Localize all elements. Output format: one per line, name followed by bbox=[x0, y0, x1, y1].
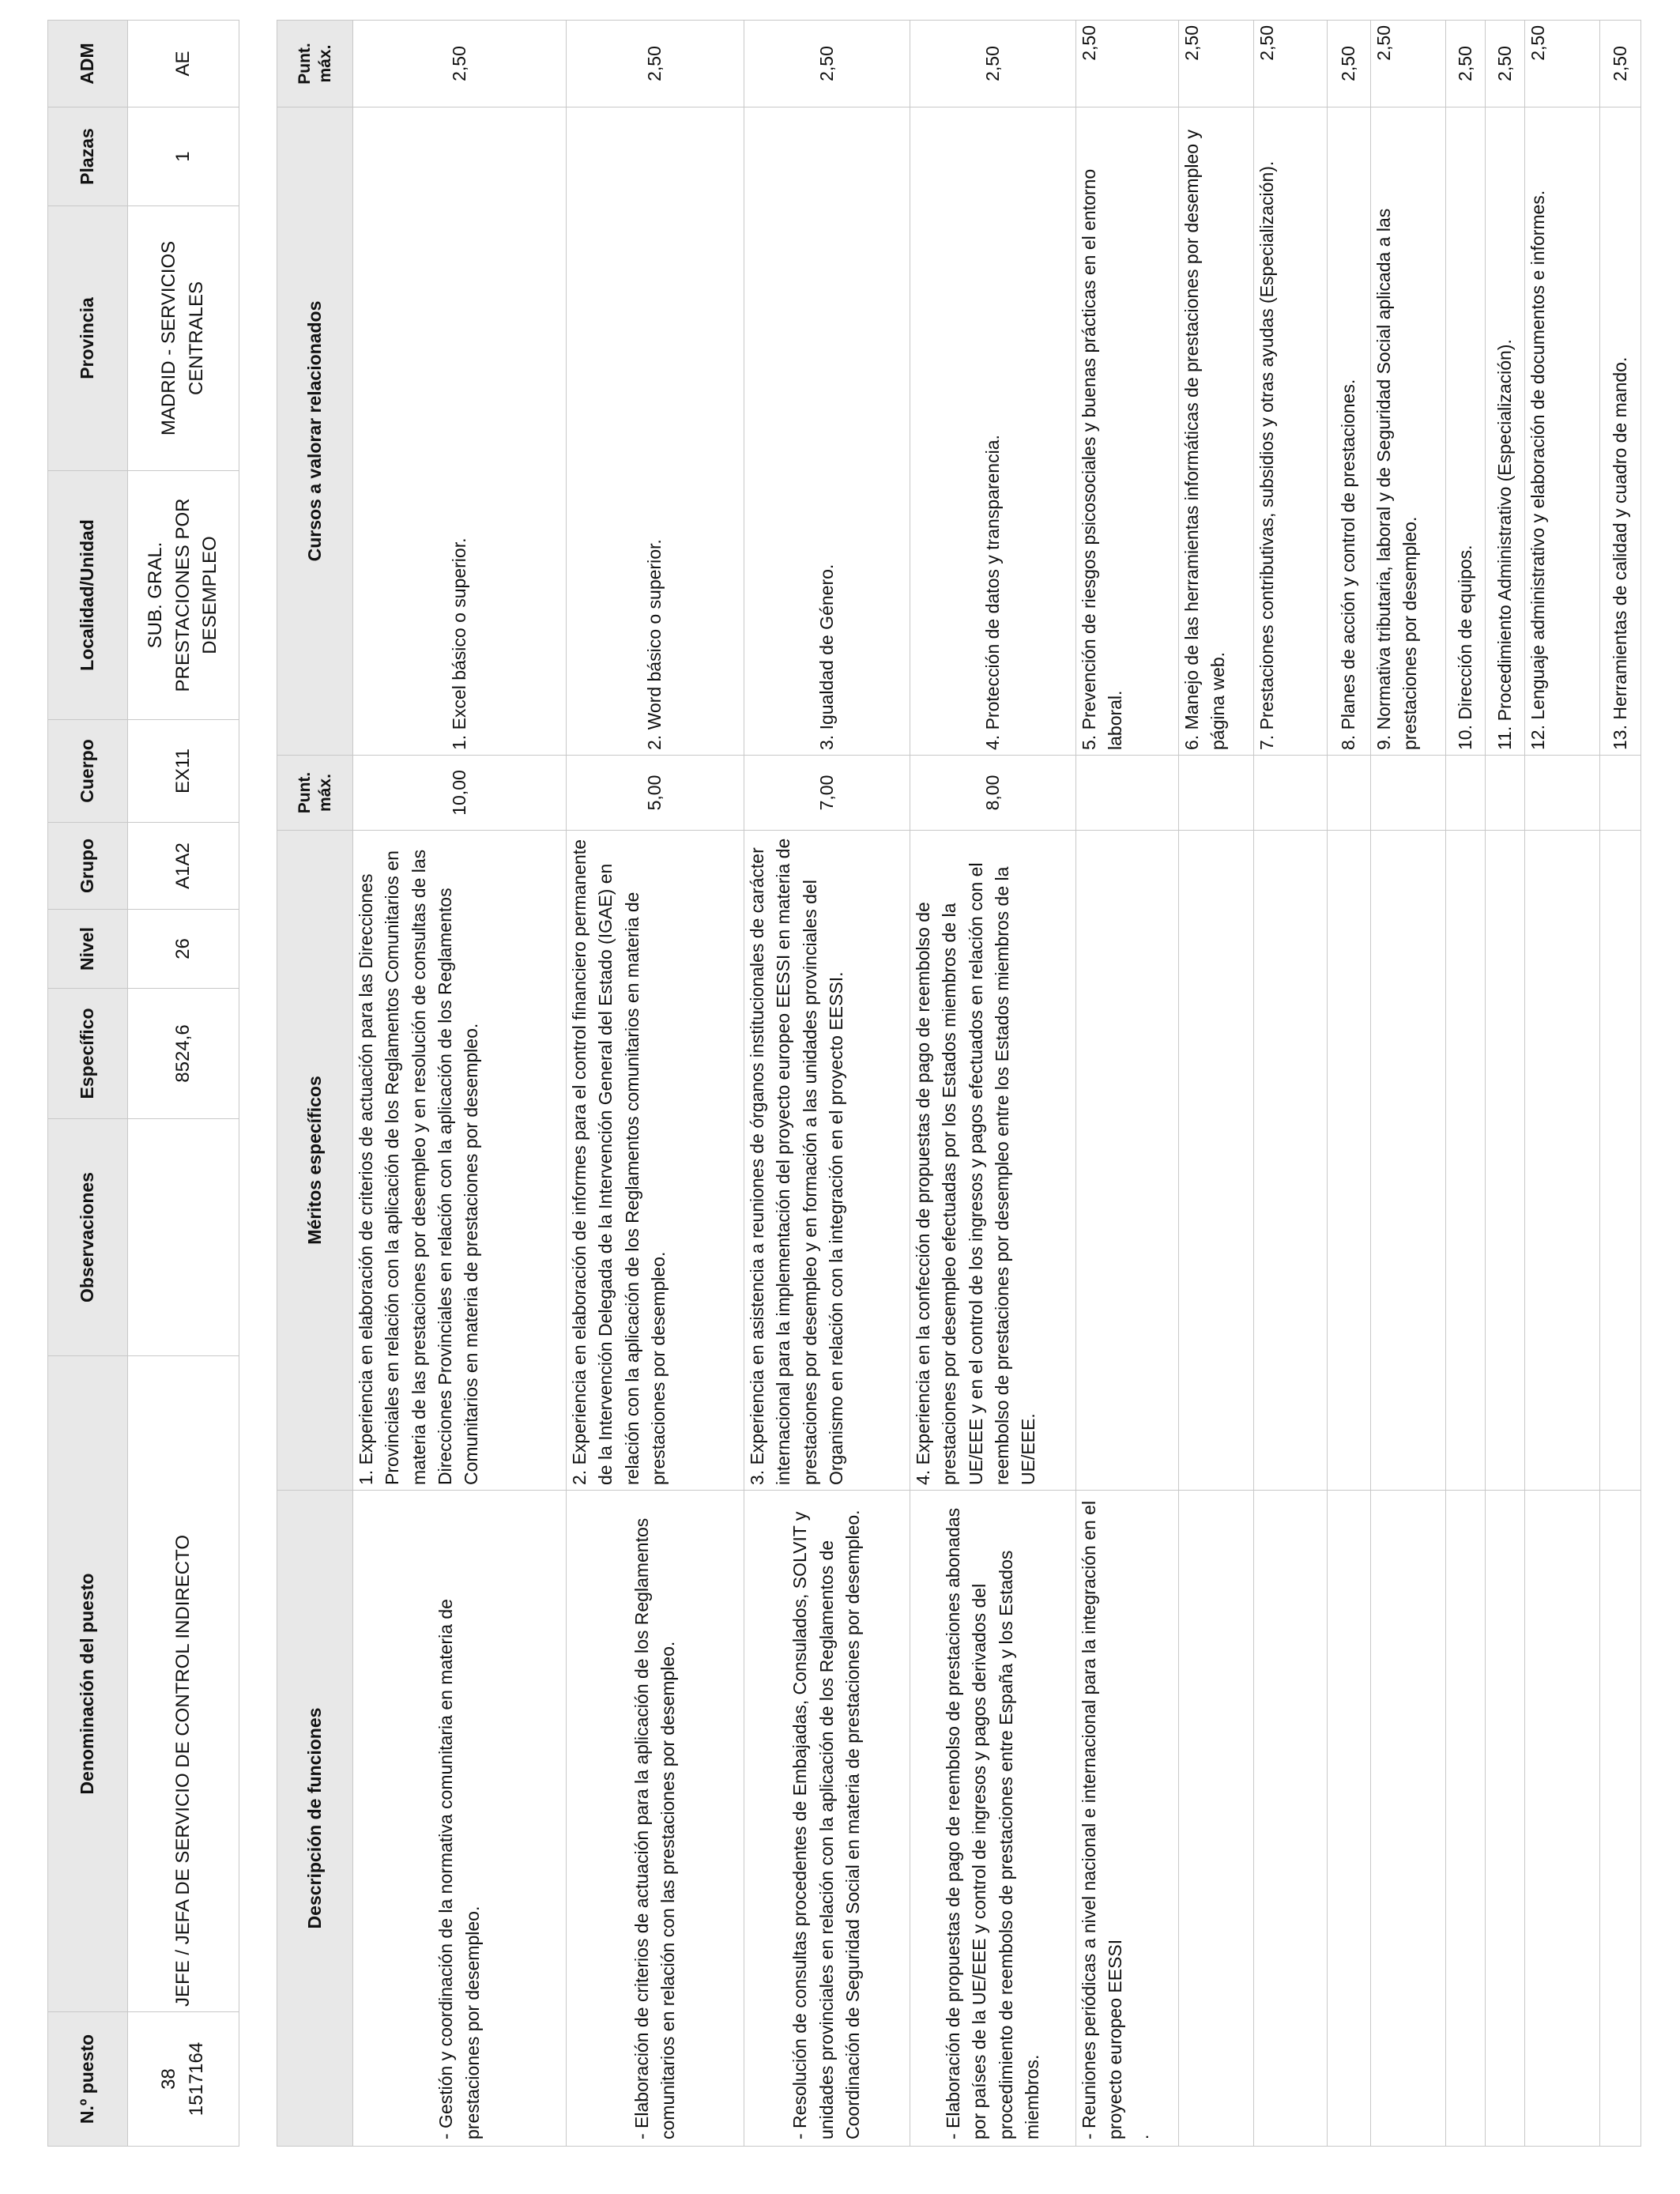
funcion-empty bbox=[1446, 1491, 1486, 2147]
curso-item: 10. Dirección de equipos. bbox=[1446, 107, 1486, 756]
curso-punt: 2,50 bbox=[1254, 21, 1328, 107]
col-meritos: Méritos específicos bbox=[277, 831, 353, 1491]
curso-item: 7. Prestaciones contributivas, subsidios y otras ayudas (Especialización). bbox=[1254, 107, 1328, 756]
job-summary-table bbox=[47, 20, 239, 2147]
detail-row bbox=[353, 21, 567, 2147]
merito-empty bbox=[1328, 831, 1371, 1491]
curso-punt: 2,50 bbox=[1328, 21, 1371, 107]
funcion-item bbox=[1076, 1491, 1179, 2147]
funcion-empty bbox=[1486, 1491, 1525, 2147]
funcion-empty bbox=[1525, 1491, 1600, 2147]
col-grupo: Grupo bbox=[48, 823, 128, 910]
col-adm: ADM bbox=[48, 21, 128, 107]
col-punt-meritos: Punt. máx. bbox=[277, 756, 353, 831]
cell-observaciones bbox=[128, 1119, 239, 1356]
cell-provincia: MADRID - SERVICIOS CENTRALES bbox=[128, 206, 239, 471]
merito-empty bbox=[1076, 831, 1179, 1491]
merito-item: 1. Experiencia en elaboración de criterios de actuación para las Direcciones Provinciales en relación con la aplicación de los Reglamentos Comunitarios en materia de las prestaciones por desempleo y en resolución de consultas de las Direcciones Provinciales en relación con la aplicación de los Reglamentos Comunitarios en materia de prestaciones por desempleo. bbox=[353, 831, 567, 1491]
merito-item: 3. Experiencia en asistencia a reuniones de órganos institucionales de carácter internacional para la implementación del proyecto europeo EESSI en materia de prestaciones por desempleo y en formación a las unidades provinciales del Organismo en relación con la integración en el proyecto EESSI. bbox=[744, 831, 910, 1491]
cell-grupo: A1A2 bbox=[128, 823, 239, 910]
curso-item: 1. Excel básico o superior. bbox=[353, 107, 567, 756]
merito-item: 2. Experiencia en elaboración de informes para el control financiero permanente de la Intervención Delegada de la Intervención General del Estado (IGAE) en relación con la aplicación de los Reglamentos comunitarios en materia de prestaciones por desempleo. bbox=[567, 831, 744, 1491]
funcion-item: - Gestión y coordinación de la normativa comunitaria en materia de prestaciones por desempleo. bbox=[353, 1491, 567, 2147]
curso-item: 8. Planes de acción y control de prestaciones. bbox=[1328, 107, 1371, 756]
curso-punt: 2,50 bbox=[353, 21, 567, 107]
detail-row bbox=[1328, 21, 1371, 2147]
curso-item: 2. Word básico o superior. bbox=[567, 107, 744, 756]
merito-punt-empty bbox=[1600, 756, 1641, 831]
col-plazas: Plazas bbox=[48, 107, 128, 206]
funcion-item: - Resolución de consultas procedentes de Embajadas, Consulados, SOLVIT y unidades provinciales en relación con la aplicación de los Reglamentos de Coordinación de Seguridad Social en materia de prestaciones por desempleo. bbox=[744, 1491, 910, 2147]
curso-item: 6. Manejo de las herramientas informáticas de prestaciones por desempleo y página web. bbox=[1179, 107, 1254, 756]
detail-row bbox=[1525, 21, 1600, 2147]
funcion-empty bbox=[1328, 1491, 1371, 2147]
col-punt-cursos: Punt. máx. bbox=[277, 21, 353, 107]
curso-punt: 2,50 bbox=[1486, 21, 1525, 107]
curso-item: 5. Prevención de riesgos psicosociales y buenas prácticas en el entorno laboral. bbox=[1076, 107, 1179, 756]
merito-punt-empty bbox=[1076, 756, 1179, 831]
merito-empty bbox=[1446, 831, 1486, 1491]
detail-row bbox=[1076, 21, 1179, 2147]
col-provincia: Provincia bbox=[48, 206, 128, 471]
merito-empty bbox=[1179, 831, 1254, 1491]
merito-punt: 7,00 bbox=[744, 756, 910, 831]
cell-cuerpo: EX11 bbox=[128, 720, 239, 823]
funcion-empty bbox=[1371, 1491, 1446, 2147]
funcion-item: - Elaboración de criterios de actuación para la aplicación de los Reglamentos comunitarios en relación con las prestaciones por desempleo. bbox=[567, 1491, 744, 2147]
curso-punt: 2,50 bbox=[910, 21, 1076, 107]
curso-item: 13. Herramientas de calidad y cuadro de mando. bbox=[1600, 107, 1641, 756]
funcion-empty bbox=[1254, 1491, 1328, 2147]
funcion-extra: . bbox=[1131, 2134, 1152, 2139]
curso-item: 9. Normativa tributaria, laboral y de Seguridad Social aplicada a las prestaciones por desempleo. bbox=[1371, 107, 1446, 756]
cell-denominacion: JEFE / JEFA DE SERVICIO DE CONTROL INDIRECTO bbox=[128, 1356, 239, 2012]
merito-punt-empty bbox=[1525, 756, 1600, 831]
merito-punt-empty bbox=[1328, 756, 1371, 831]
detail-row bbox=[1600, 21, 1641, 2147]
col-nivel: Nivel bbox=[48, 910, 128, 989]
curso-item: 11. Procedimiento Administrativo (Especialización). bbox=[1486, 107, 1525, 756]
curso-item: 3. Igualdad de Género. bbox=[744, 107, 910, 756]
summary-header-row bbox=[48, 21, 128, 2147]
col-denominacion: Denominación del puesto bbox=[48, 1356, 128, 2012]
cell-localidad: SUB. GRAL. PRESTACIONES POR DESEMPLEO bbox=[128, 471, 239, 720]
merito-punt: 8,00 bbox=[910, 756, 1076, 831]
merito-item: 4. Experiencia en la confección de propuestas de pago de reembolso de prestaciones por desempleo efectuadas por los Estados miembros de la UE/EEE y en el control de los ingresos y pagos efectuados en relación con el reembolso de prestaciones por desempleo entre los Estados miembros de la UE/EEE. bbox=[910, 831, 1076, 1491]
merito-empty bbox=[1254, 831, 1328, 1491]
curso-punt: 2,50 bbox=[567, 21, 744, 107]
cell-especifico: 8524,6 bbox=[128, 989, 239, 1119]
merito-empty bbox=[1600, 831, 1641, 1491]
col-cursos: Cursos a valorar relacionados bbox=[277, 107, 353, 756]
curso-punt: 2,50 bbox=[744, 21, 910, 107]
col-especifico: Específico bbox=[48, 989, 128, 1119]
merito-punt-empty bbox=[1254, 756, 1328, 831]
merito-punt: 5,00 bbox=[567, 756, 744, 831]
merito-punt-empty bbox=[1486, 756, 1525, 831]
col-numero-puesto: N.º puesto bbox=[48, 2012, 128, 2147]
col-localidad: Localidad/Unidad bbox=[48, 471, 128, 720]
col-funciones: Descripción de funciones bbox=[277, 1491, 353, 2147]
curso-punt: 2,50 bbox=[1371, 21, 1446, 107]
detail-row bbox=[1371, 21, 1446, 2147]
curso-punt: 2,50 bbox=[1600, 21, 1641, 107]
curso-item: 4. Protección de datos y transparencia. bbox=[910, 107, 1076, 756]
cell-numero-puesto bbox=[128, 2012, 239, 2147]
detail-row bbox=[1446, 21, 1486, 2147]
merito-punt-empty bbox=[1446, 756, 1486, 831]
funcion-empty bbox=[1179, 1491, 1254, 2147]
merito-punt-empty bbox=[1371, 756, 1446, 831]
cell-plazas: 1 bbox=[128, 107, 239, 206]
detail-row bbox=[567, 21, 744, 2147]
curso-item: 12. Lenguaje administrativo y elaboración de documentos e informes. bbox=[1525, 107, 1600, 756]
merito-empty bbox=[1486, 831, 1525, 1491]
job-detail-table bbox=[277, 20, 1641, 2147]
funcion-text: - Reuniones periódicas a nivel nacional e internacional para la integración en el proyecto europeo EESSI bbox=[1079, 1500, 1126, 2139]
cell-nivel: 26 bbox=[128, 910, 239, 989]
col-observaciones: Observaciones bbox=[48, 1119, 128, 1356]
merito-empty bbox=[1525, 831, 1600, 1491]
merito-empty bbox=[1371, 831, 1446, 1491]
detail-row bbox=[1254, 21, 1328, 2147]
cell-adm: AE bbox=[128, 21, 239, 107]
curso-punt: 2,50 bbox=[1446, 21, 1486, 107]
merito-punt-empty bbox=[1179, 756, 1254, 831]
numero-puesto: 38 bbox=[158, 2068, 180, 2090]
codigo-puesto: 1517164 bbox=[186, 2041, 207, 2117]
curso-punt: 2,50 bbox=[1076, 21, 1179, 107]
detail-row bbox=[1179, 21, 1254, 2147]
summary-data-row bbox=[128, 21, 239, 2147]
funcion-empty bbox=[1600, 1491, 1641, 2147]
curso-punt: 2,50 bbox=[1179, 21, 1254, 107]
curso-punt: 2,50 bbox=[1525, 21, 1600, 107]
funcion-item: - Elaboración de propuestas de pago de reembolso de prestaciones abonadas por países de la UE/EEE y control de ingresos y pagos derivados del procedimiento de reembolso de prestaciones entre España y los Estados miembros. bbox=[910, 1491, 1076, 2147]
detail-header-row bbox=[277, 21, 353, 2147]
detail-row bbox=[744, 21, 910, 2147]
col-cuerpo: Cuerpo bbox=[48, 720, 128, 823]
detail-row bbox=[910, 21, 1076, 2147]
merito-punt: 10,00 bbox=[353, 756, 567, 831]
detail-row bbox=[1486, 21, 1525, 2147]
